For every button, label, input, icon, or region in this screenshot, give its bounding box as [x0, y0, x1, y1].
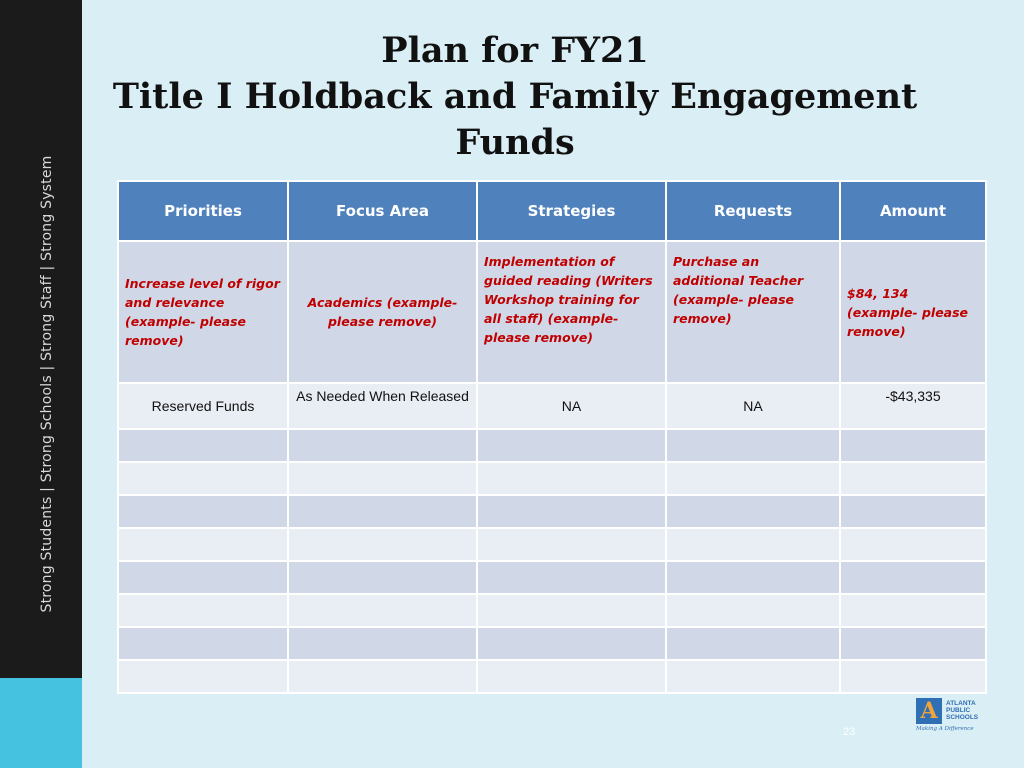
table-row-empty: [118, 462, 986, 495]
aps-logo-motto: Making A Difference: [916, 726, 974, 732]
empty-cell[interactable]: [118, 495, 288, 528]
empty-cell[interactable]: [477, 495, 666, 528]
plan-table: [117, 180, 987, 694]
cell-reserved-amount[interactable]: -$43,335: [840, 383, 986, 429]
sidebar: [0, 0, 82, 678]
empty-cell[interactable]: [666, 594, 840, 627]
empty-cell[interactable]: [840, 462, 986, 495]
aps-logo-name: ATLANTA PUBLIC SCHOOLS: [946, 700, 979, 721]
empty-cell[interactable]: [288, 429, 477, 462]
table-row-empty: [118, 627, 986, 660]
empty-cell[interactable]: [666, 528, 840, 561]
empty-cell[interactable]: [118, 528, 288, 561]
sidebar-footer-block: [0, 678, 82, 768]
example-strategy-text: Implementation of guided reading (Writers Workshop training for all staff) (example- please remove): [484, 254, 653, 345]
page-number: 23: [843, 726, 856, 738]
cell-example-amount[interactable]: [840, 241, 986, 383]
empty-cell[interactable]: [477, 594, 666, 627]
empty-cell[interactable]: [118, 429, 288, 462]
empty-cell[interactable]: [477, 660, 666, 693]
table-row-empty: [118, 495, 986, 528]
cell-example-priority[interactable]: [118, 241, 288, 383]
empty-cell[interactable]: [118, 462, 288, 495]
cell-example-request[interactable]: [666, 241, 840, 383]
empty-cell[interactable]: [288, 495, 477, 528]
title-line-3: Funds: [455, 122, 575, 163]
empty-cell[interactable]: [288, 528, 477, 561]
cell-example-strategy[interactable]: [477, 241, 666, 383]
table-row-empty: [118, 429, 986, 462]
table-row-empty: [118, 594, 986, 627]
example-focus-area-text: Academics (example- please remove): [307, 295, 458, 329]
header-strategies: Strategies: [477, 181, 666, 241]
cell-reserved-strategy[interactable]: NA: [477, 383, 666, 429]
empty-cell[interactable]: [666, 627, 840, 660]
title-line-1: Plan for FY21: [381, 30, 649, 71]
empty-cell[interactable]: [477, 561, 666, 594]
empty-cell[interactable]: [477, 429, 666, 462]
aps-logo: [916, 698, 988, 734]
empty-cell[interactable]: [288, 660, 477, 693]
empty-cell[interactable]: [477, 528, 666, 561]
cell-example-focus-area[interactable]: [288, 241, 477, 383]
empty-cell[interactable]: [840, 528, 986, 561]
title-line-2: Title I Holdback and Family Engagement: [112, 76, 918, 117]
empty-cell[interactable]: [288, 561, 477, 594]
slide-title: [90, 28, 940, 166]
empty-cell[interactable]: [666, 495, 840, 528]
empty-cell[interactable]: [288, 594, 477, 627]
example-priority-text: Increase level of rigor and relevance (example- please remove): [125, 276, 280, 348]
empty-cell[interactable]: [840, 627, 986, 660]
header-focus-area: Focus Area: [288, 181, 477, 241]
header-priorities: Priorities: [118, 181, 288, 241]
table-row-example: [118, 241, 986, 383]
empty-cell[interactable]: [288, 462, 477, 495]
empty-cell[interactable]: [666, 462, 840, 495]
header-requests: Requests: [666, 181, 840, 241]
table-row-empty: [118, 561, 986, 594]
example-request-text: Purchase an additional Teacher (example- please remove): [673, 254, 804, 326]
empty-cell[interactable]: [840, 660, 986, 693]
empty-cell[interactable]: [840, 495, 986, 528]
empty-cell[interactable]: [666, 660, 840, 693]
header-amount: Amount: [840, 181, 986, 241]
empty-cell[interactable]: [118, 660, 288, 693]
table-row-empty: [118, 528, 986, 561]
table-row-empty: [118, 660, 986, 693]
cell-reserved-priority[interactable]: Reserved Funds: [118, 383, 288, 429]
empty-cell[interactable]: [666, 429, 840, 462]
empty-cell[interactable]: [840, 561, 986, 594]
empty-cell[interactable]: [840, 594, 986, 627]
empty-cell[interactable]: [118, 594, 288, 627]
empty-cell[interactable]: [477, 462, 666, 495]
cell-reserved-focus-area[interactable]: As Needed When Released: [288, 383, 477, 429]
cell-reserved-request[interactable]: NA: [666, 383, 840, 429]
table-row-reserved: [118, 383, 986, 429]
example-amount-text: $84, 134 (example- please remove): [847, 285, 969, 339]
aps-logo-mark: A: [916, 698, 942, 724]
empty-cell[interactable]: [666, 561, 840, 594]
table-header-row: [118, 181, 986, 241]
empty-cell[interactable]: [118, 561, 288, 594]
empty-cell[interactable]: [477, 627, 666, 660]
empty-cell[interactable]: [118, 627, 288, 660]
empty-cell[interactable]: [840, 429, 986, 462]
sidebar-tagline: Strong Students | Strong Schools | Strong Staff | Strong System: [39, 155, 55, 613]
empty-cell[interactable]: [288, 627, 477, 660]
